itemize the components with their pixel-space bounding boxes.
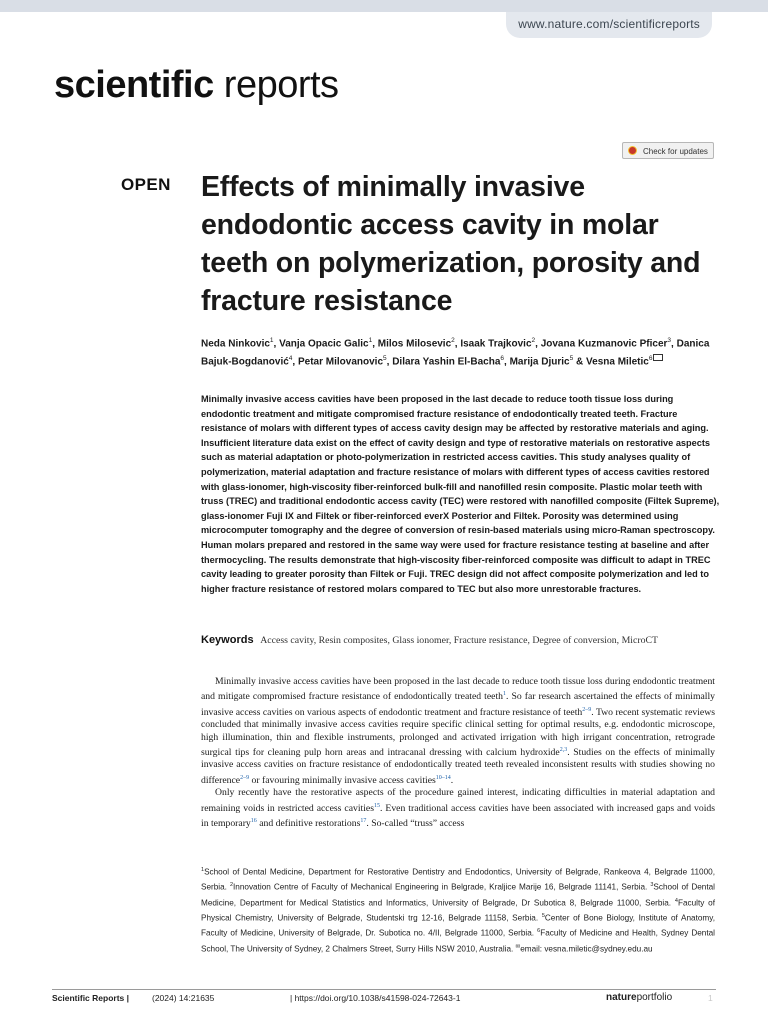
author-separator: ,	[372, 338, 378, 350]
author-separator: &	[573, 356, 587, 368]
citation-link[interactable]: 1	[503, 691, 506, 698]
masthead-light: reports	[213, 64, 339, 106]
body-text-run: and definitive restorations	[256, 818, 361, 830]
author-name: Marija Djuric	[509, 356, 570, 368]
keywords-text: Access cavity, Resin composites, Glass ionomer, Fracture resistance, Degree of conversion, MicroCT	[260, 635, 659, 646]
author-affiliation-mark: 2	[531, 337, 536, 344]
affiliation-number: 1	[201, 867, 205, 873]
article-title: Effects of minimally invasive endodontic access cavity in molar teeth on polymerization, porosity and fracture resistance	[201, 171, 701, 317]
publisher-bold: nature	[606, 992, 637, 1003]
citation-link[interactable]: 10–14	[435, 774, 451, 781]
author-name: Dilara Yashin El-Bacha	[392, 356, 501, 368]
body-text-run: . Studies on the effects of minimally invasive access cavities on fracture resistance of endodontically treated teeth revealed inconsistent results with studies showing no difference	[201, 747, 715, 787]
author-separator: ,	[273, 338, 280, 350]
affiliation-text: Faculty of Medicine and Health, Sydney Dental School, The University of Sydney, 2 Chalmers Street, Surry Hills NSW 2010, Australia.	[201, 929, 715, 954]
author-affiliation-mark: 3	[667, 337, 672, 344]
publisher-light: portfolio	[636, 992, 673, 1003]
citation-link[interactable]: 2,3	[559, 746, 568, 753]
author-name: Vesna Miletic	[586, 356, 649, 368]
body-paragraph-2	[201, 787, 715, 830]
footer-doi-link[interactable]: | https://doi.org/10.1038/s41598-024-72643-1	[290, 993, 461, 1003]
envelope-icon[interactable]	[653, 354, 663, 361]
citation-link[interactable]: 16	[250, 818, 257, 825]
footer-citation: (2024) 14:21635	[152, 993, 215, 1003]
affiliation-number: 4	[674, 897, 678, 904]
author-affiliation-mark: 1	[368, 337, 373, 344]
author-name: Isaak Trajkovic	[460, 338, 532, 350]
check-for-updates-label: Check for updates	[643, 147, 708, 156]
nature-portfolio-logo	[606, 990, 672, 1006]
citation-link[interactable]: 15	[374, 802, 381, 809]
citation-link[interactable]: 2–9	[582, 706, 592, 713]
author-affiliation-mark: 6	[648, 355, 653, 363]
body-text-run: . So-called “truss” access	[366, 818, 465, 830]
body-text	[201, 676, 715, 831]
body-text-run: or favouring minimally invasive access cavities	[249, 775, 436, 787]
keywords	[201, 634, 722, 647]
author-affiliation-mark: 2	[451, 337, 455, 344]
author-separator: ,	[535, 338, 541, 350]
author-list	[201, 333, 731, 370]
author-name: Vanja Opacic Galic	[279, 338, 369, 350]
affiliation-text: School of Dental Medicine, Department for Medical Statistics and Informatics, University of Belgrade, Dr Subotica 8, Belgrade 11000, Serbia.	[201, 883, 715, 908]
affiliation-number: 3	[650, 882, 654, 889]
body-text-run: . Two recent systematic reviews concluded that minimally invasive access cavities require specific clinical setting for optimal results, e.g. endodontic microscope, high illumination, thin and flexible instruments, prolonged and activated irrigation with high irrigant concentration, retrograde surgical tips for cleaning pulp horn areas and intracanal dressing with calcium hydroxide	[201, 707, 715, 759]
affiliation-number: 2	[229, 882, 234, 889]
body-paragraph-1	[201, 676, 715, 787]
author-affiliation-mark: 4	[288, 355, 293, 363]
body-text-run: .	[450, 775, 454, 787]
affiliation-text: email: vesna.miletic@sydney.edu.au	[520, 944, 653, 954]
journal-url[interactable]: www.nature.com/scientificreports	[506, 12, 712, 38]
affiliation-number: ✉	[515, 943, 521, 950]
citation-link[interactable]: 2–9	[240, 774, 250, 781]
body-text-run: . Even traditional access cavities have been associated with increased gaps and voids in temporary	[201, 802, 716, 830]
author-affiliation-mark: 1	[269, 337, 274, 344]
affiliation-text: School of Dental Medicine, Department for Restorative Dentistry and Endodontics, University of Belgrade, Rankeova 4, Belgrade 11000, Serbia.	[201, 867, 715, 893]
author-affiliation-mark: 6	[500, 355, 505, 363]
keywords-label: Keywords	[201, 634, 254, 646]
crossmark-icon	[628, 146, 637, 155]
page-footer	[52, 989, 716, 1006]
author-name: Neda Ninkovic	[201, 338, 270, 350]
check-for-updates-button[interactable]	[622, 142, 714, 159]
author-separator: ,	[386, 356, 393, 368]
footer-journal: Scientific Reports |	[52, 993, 130, 1003]
page-number: 1	[708, 993, 713, 1003]
abstract: Minimally invasive access cavities have been proposed in the last decade to reduce tooth tissue loss during endodontic treatment and mitigate compromised fracture resistance of endodontically treated teeth. Fracture resistance of molars with different types of access cavity design may be affected by restorative materials and aging. Insufficient literature data exist on the effect of cavity design and type of restorative materials on restorative aspects such as material adaptation or photo-polymerization in restricted access cavities. This study analyses quality of polymerization, material adaptation and fracture resistance of molars with different types of access cavities restored with glass-ionomer, high-viscosity fiber-reinforced bulk-fill and nanofilled resin composite. Plastic molar teeth with truss (TREC) and traditional endodontic access cavity (TEC) were restored with nanofilled composite (Filtek Supreme), glass-ionomer Fuji IX and Filtek or fiber-reinforced everX Posterior and Filtek. Porosity was determined using microcomputer tomography and the degree of conversion of resin-based materials using micro-Raman spectroscopy. Human molars prepared and restored in the same way were used for fracture resistance testing at baseline and after thermocycling. The results demonstrate that high-viscosity fiber-reinforced composite was difficult to adapt in TREC cavity leading to greater porosity than Filtek or Fuji. TREC design did not affect composite polymerization and led to higher fracture resistance of restored molars compared to TEC but also more unrestorable fractures.	[201, 394, 720, 594]
author-separator: ,	[671, 338, 677, 350]
masthead-bold: scientific	[54, 64, 214, 106]
affiliation-text: Center of Bone Biology, Institute of Anatomy, Faculty of Medicine, University of Belgrade, Dr. Subotica no. 4/II, Belgrade 11000, Serbia.	[201, 913, 716, 939]
affiliation-number: 6	[537, 928, 541, 935]
citation-link[interactable]: 17	[360, 818, 367, 825]
author-separator: ,	[504, 356, 510, 368]
top-bar	[0, 0, 768, 12]
author-name: Jovana Kuzmanovic Pficer	[540, 338, 668, 350]
author-affiliation-mark: 5	[383, 355, 387, 363]
body-text-run: Minimally invasive access cavities have been proposed in the last decade to reduce tooth tissue loss during endodontic treatment and mitigate compromised fracture resistance of endodontically treated teeth	[201, 676, 715, 703]
author-separator: ,	[292, 356, 298, 368]
affiliation-number: 5	[541, 912, 545, 919]
open-access-label: OPEN	[121, 175, 171, 194]
author-name: Milos Milosevic	[377, 338, 452, 350]
affiliation-text: Innovation Centre of Faculty of Mechanical Engineering in Belgrade, Kraljice Marije 16, Belgrade 11141, Serbia.	[233, 883, 651, 893]
author-separator: ,	[454, 338, 461, 350]
author-name: Petar Milovanovic	[297, 356, 384, 368]
body-text-run: . So far research ascertained the effects of minimally invasive access cavities on various aspects of endodontic treatment and fracture resistance of teeth	[201, 691, 715, 719]
affiliation-text: Faculty of Physical Chemistry, University of Belgrade, Studentski trg 12-16, Belgrade 11158, Serbia.	[201, 898, 716, 923]
body-text-run: Only recently have the restorative aspects of the procedure gained interest, indicating difficulties in material adaptation and remaining voids in restricted access cavities	[201, 787, 715, 814]
author-affiliation-mark: 5	[569, 355, 574, 363]
author-name: Danica Bajuk-Bogdanović	[201, 338, 710, 368]
journal-masthead	[54, 64, 339, 107]
affiliations	[201, 864, 715, 956]
